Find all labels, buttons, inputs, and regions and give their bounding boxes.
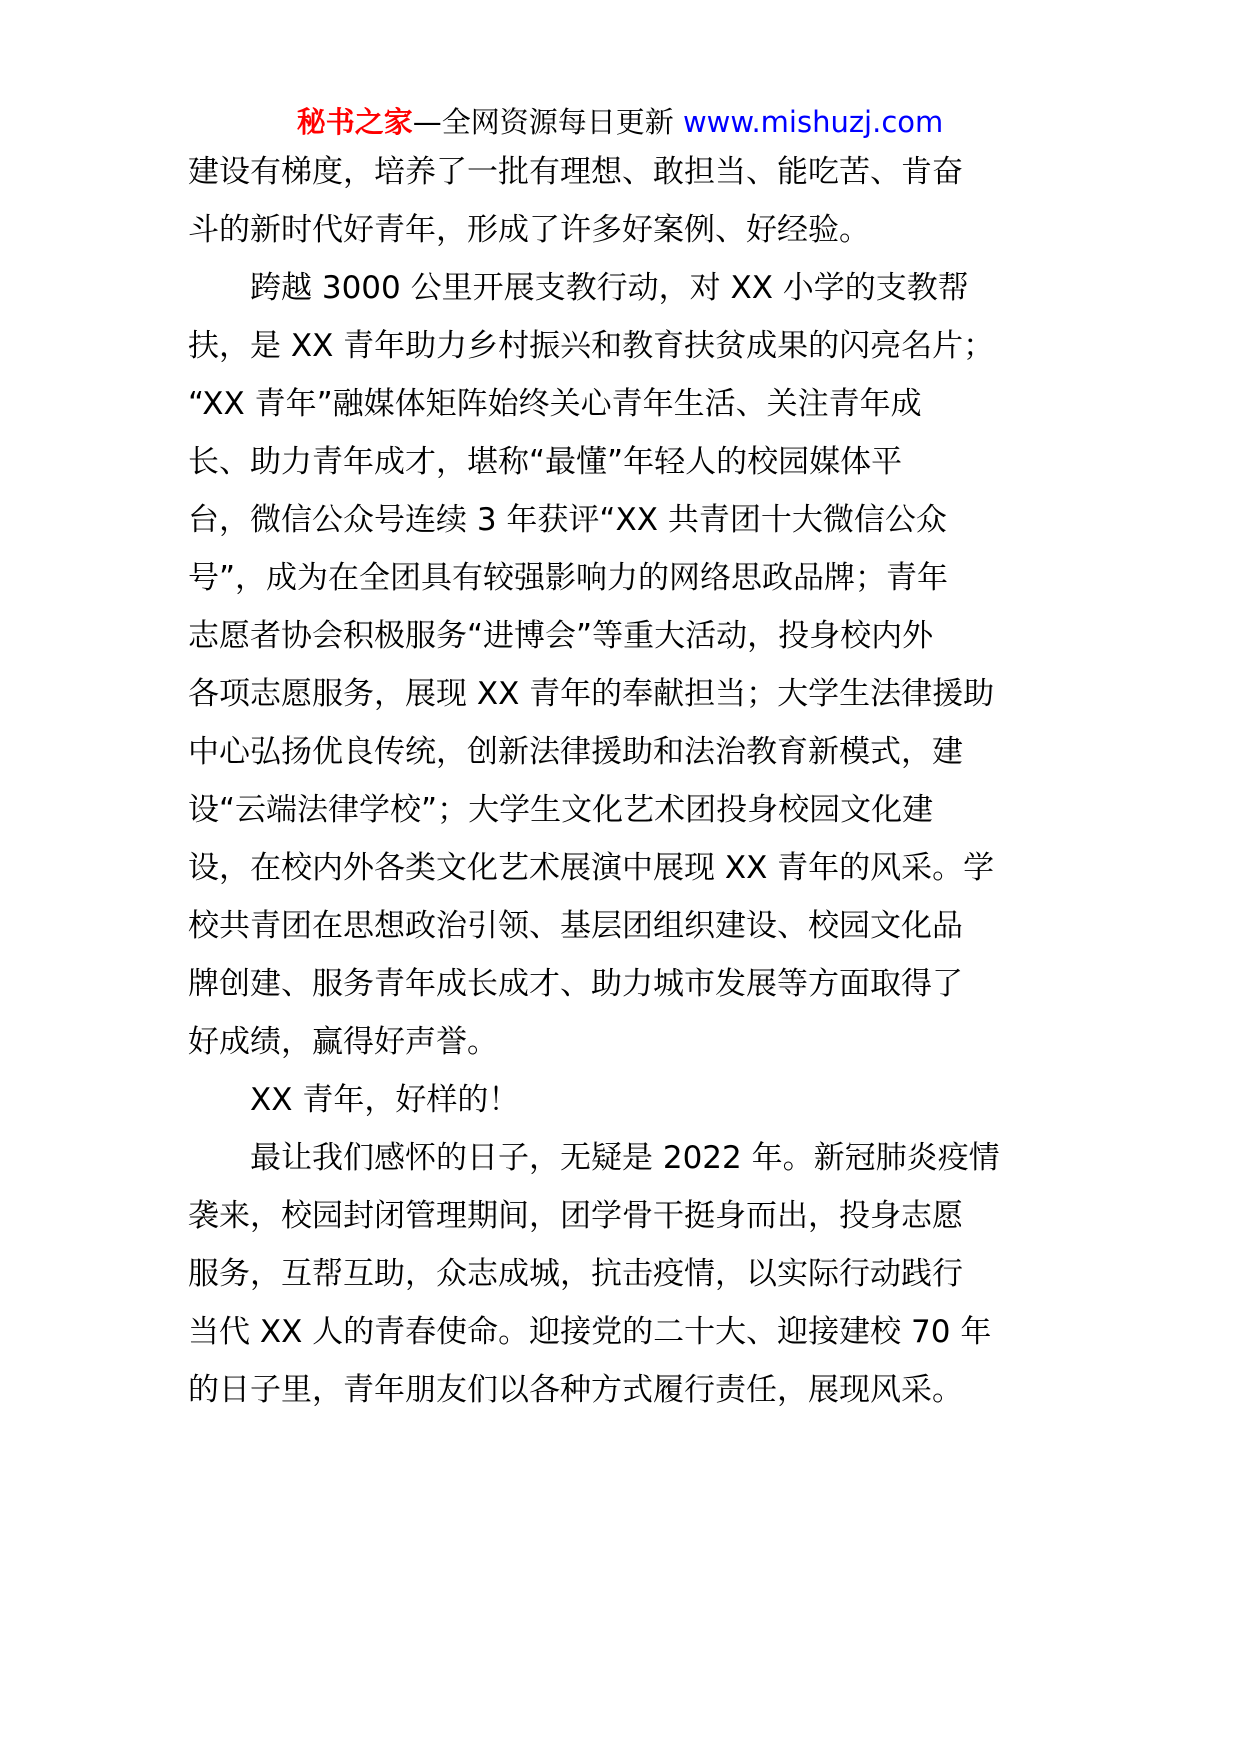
body-line: 设，在校内外各类文化艺术展演中展现 XX 青年的风采。学	[188, 850, 995, 886]
header-tagline: —全网资源每日更新	[412, 105, 683, 139]
body-line: 志愿者协会积极服务“进博会”等重大活动，投身校内外	[188, 618, 934, 654]
header-brand: 秘书之家	[296, 105, 413, 139]
body-line: 校共青团在思想政治引领、基层团组织建设、校园文化品	[188, 908, 963, 944]
body-line: “XX 青年”融媒体矩阵始终关心青年生活、关注青年成	[188, 386, 922, 422]
body-line: 建设有梯度，培养了一批有理想、敢担当、能吃苦、肯奋	[188, 154, 963, 190]
body-line: 跨越 3000 公里开展支教行动，对 XX 小学的支教帮	[188, 270, 969, 306]
body-line: 中心弘扬优良传统，创新法律援助和法治教育新模式，建	[188, 734, 963, 770]
body-line: 袭来，校园封闭管理期间，团学骨干挺身而出，投身志愿	[188, 1198, 963, 1234]
body-line: 当代 XX 人的青春使命。迎接党的二十大、迎接建校 70 年	[188, 1314, 992, 1350]
body-line: 的日子里，青年朋友们以各种方式履行责任，展现风采。	[188, 1372, 963, 1408]
header-url-link[interactable]: www.mishuzj.com	[682, 105, 944, 139]
body-line: 各项志愿服务，展现 XX 青年的奉献担当；大学生法律援助	[188, 676, 995, 712]
body-line: 服务，互帮互助，众志成城，抗击疫情，以实际行动践行	[188, 1256, 963, 1292]
body-line: 号”，成为在全团具有较强影响力的网络思政品牌；青年	[188, 560, 949, 596]
body-line: 台，微信公众号连续 3 年获评“XX 共青团十大微信公众	[188, 502, 947, 538]
body-line: 斗的新时代好青年，形成了许多好案例、好经验。	[188, 212, 870, 248]
body-line: 好成绩，赢得好声誉。	[188, 1024, 498, 1060]
body-line: XX 青年，好样的！	[188, 1082, 520, 1118]
body-line: 牌创建、服务青年成长成才、助力城市发展等方面取得了	[188, 966, 963, 1002]
body-line: 长、助力青年成才，堪称“最懂”年轻人的校园媒体平	[188, 444, 903, 480]
body-line: 最让我们感怀的日子，无疑是 2022 年。新冠肺炎疫情	[188, 1140, 1000, 1176]
body-line: 设“云端法律学校”；大学生文化艺术团投身校园文化建	[188, 792, 934, 828]
body-line: 扶，是 XX 青年助力乡村振兴和教育扶贫成果的闪亮名片；	[188, 328, 995, 364]
page-header	[0, 102, 1240, 142]
